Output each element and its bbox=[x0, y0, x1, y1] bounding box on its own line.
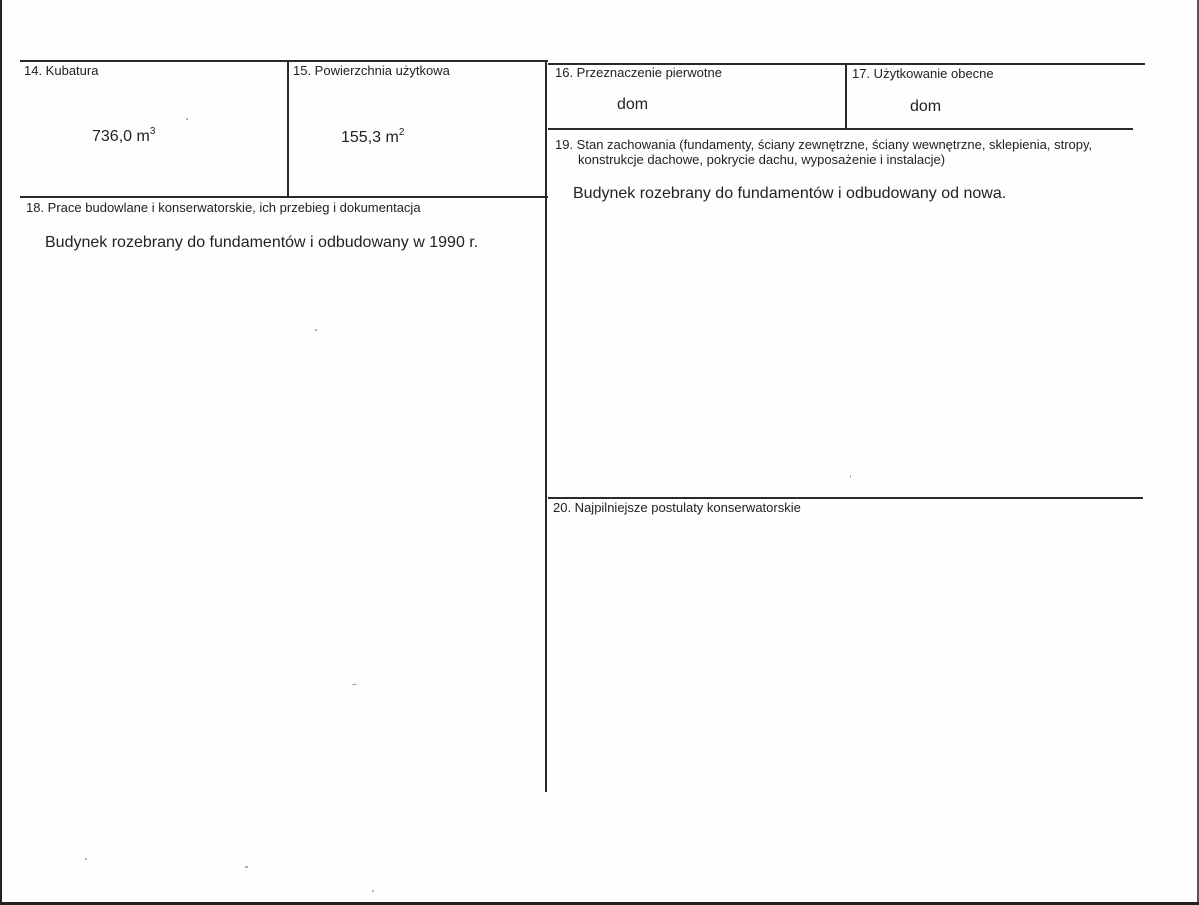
divider-16-17 bbox=[845, 63, 847, 129]
rule-above-20 bbox=[548, 497, 1143, 499]
field-16-value: dom bbox=[617, 96, 649, 113]
main-column-divider bbox=[545, 60, 547, 792]
top-rule-left bbox=[20, 60, 548, 62]
field-20-label: 20. Najpilniejsze postulaty konserwatorskie bbox=[553, 500, 801, 515]
scan-speck bbox=[315, 329, 317, 331]
scan-speck bbox=[186, 118, 188, 120]
field-17-value: dom bbox=[910, 98, 942, 115]
field-17-label: 17. Użytkowanie obecne bbox=[852, 66, 994, 81]
field-18-label: 18. Prace budowlane i konserwatorskie, ich przebieg i dokumentacja bbox=[26, 200, 421, 215]
field-14-value bbox=[92, 127, 155, 147]
scan-speck bbox=[352, 684, 357, 685]
field-19-label-line1: 19. Stan zachowania (fundamenty, ściany zewnętrzne, ściany wewnętrzne, sklepienia, stropy, bbox=[555, 137, 1093, 152]
rule-above-18 bbox=[20, 196, 548, 198]
scan-speck bbox=[85, 858, 87, 860]
page-edge-left bbox=[0, 0, 2, 905]
field-14-value-text: 736,0 m bbox=[92, 128, 150, 145]
divider-14-15 bbox=[287, 60, 289, 197]
field-19-label-line2: konstrukcje dachowe, pokrycie dachu, wyposażenie i instalacje) bbox=[578, 152, 946, 167]
field-14-unit-exponent: 3 bbox=[149, 126, 156, 137]
field-15-unit-exponent: 2 bbox=[398, 127, 405, 138]
field-15-value-text: 155,3 m bbox=[341, 129, 399, 146]
field-19-value: Budynek rozebrany do fundamentów i odbudowany od nowa. bbox=[573, 185, 1007, 202]
field-15-value bbox=[341, 128, 404, 148]
scan-speck bbox=[245, 866, 248, 868]
field-15-label: 15. Powierzchnia użytkowa bbox=[293, 63, 450, 78]
field-14-label: 14. Kubatura bbox=[24, 63, 99, 78]
field-16-label: 16. Przeznaczenie pierwotne bbox=[555, 65, 722, 80]
rule-above-19 bbox=[548, 128, 1133, 130]
field-18-value: Budynek rozebrany do fundamentów i odbudowany w 1990 r. bbox=[45, 234, 479, 251]
scan-speck bbox=[372, 890, 374, 892]
scan-speck bbox=[850, 475, 851, 478]
